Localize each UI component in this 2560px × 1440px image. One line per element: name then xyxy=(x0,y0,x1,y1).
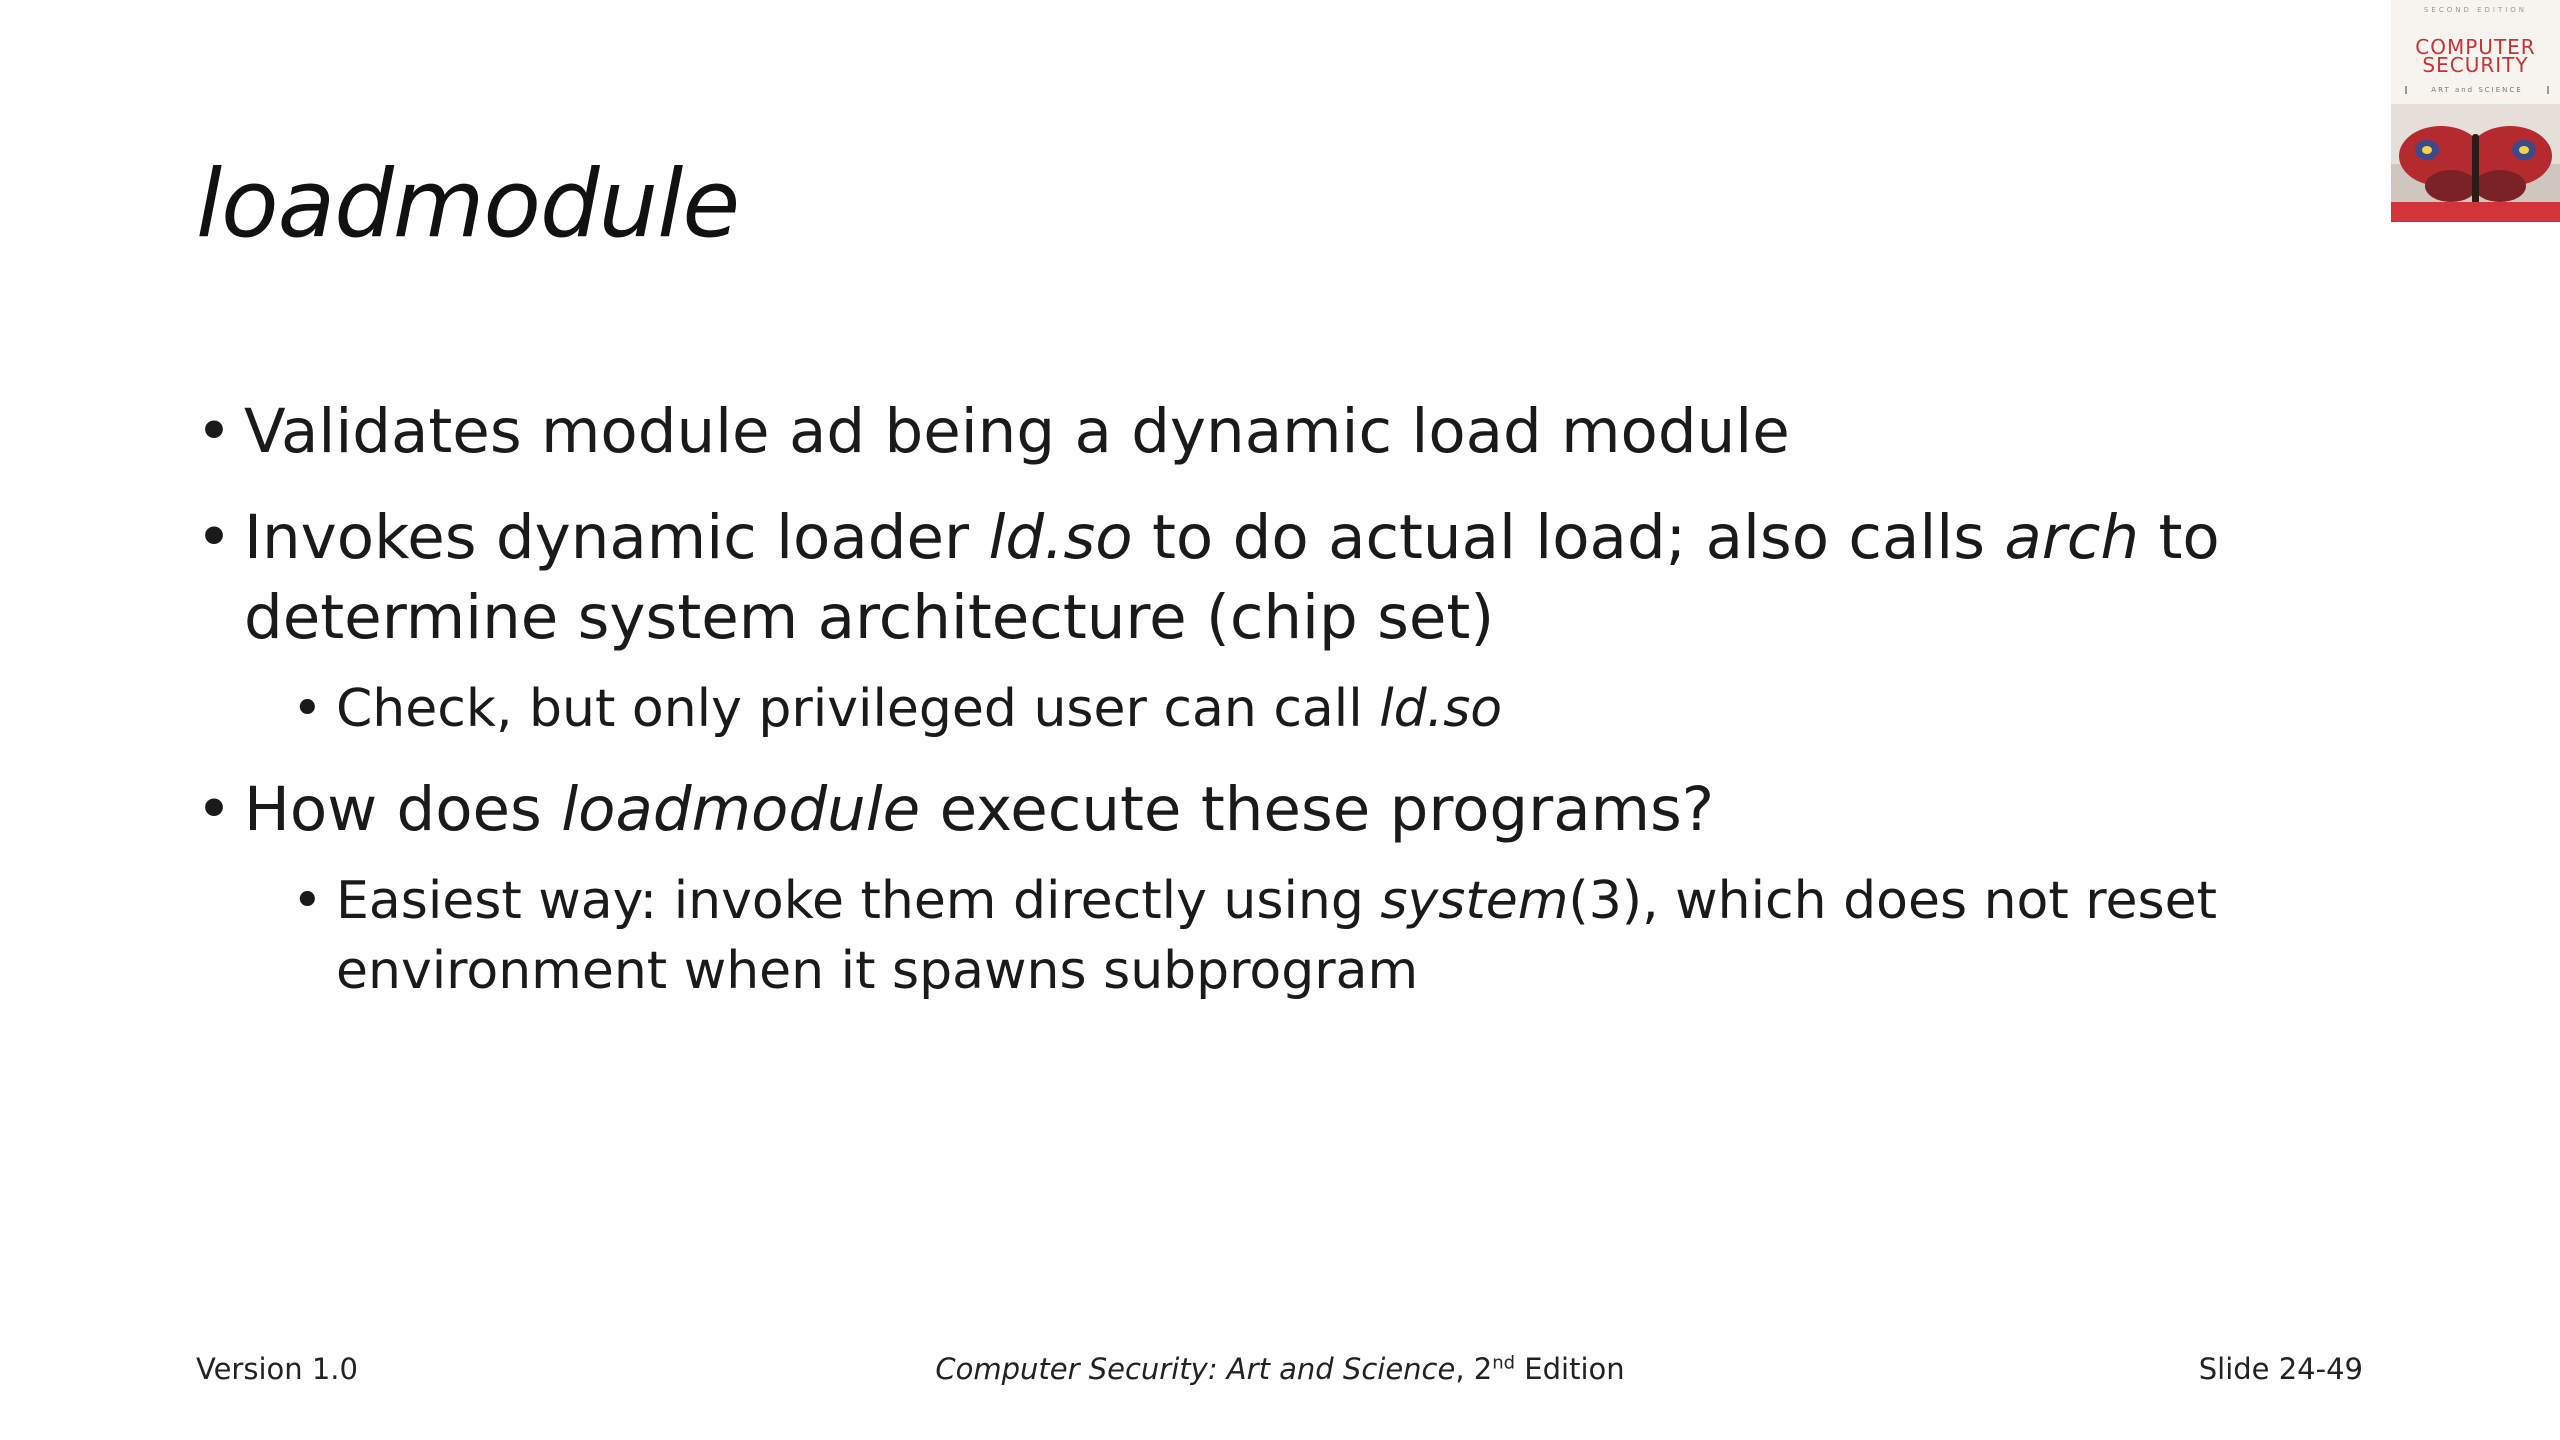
bullet-3-loadmodule: loadmodule xyxy=(561,774,921,845)
bullet-2-ldso: ld.so xyxy=(988,502,1133,573)
slide-body xyxy=(196,392,2246,1032)
footer-version: Version 1.0 xyxy=(196,1352,358,1386)
sub-bullet-2-system: system xyxy=(1380,871,1569,931)
sub-bullet-1-text: Check, but only privileged user can call xyxy=(336,679,1380,739)
bullet-3 xyxy=(196,770,2246,850)
sub-bullet-1 xyxy=(292,674,2246,744)
book-cover-edition: SECOND EDITION xyxy=(2423,6,2528,14)
bullet-2-text-b: to do actual load; also calls xyxy=(1132,502,2005,573)
book-cover-image xyxy=(2391,0,2560,222)
slide-title: loadmodule xyxy=(196,150,740,259)
sub-bullet-2-text-b: (3), which does not reset environment when it spawns subprogram xyxy=(336,871,2217,1001)
book-cover-title xyxy=(2391,35,2560,77)
book-cover-title-line1: COMPUTER xyxy=(2415,35,2536,59)
bullet-3-text-a: How does xyxy=(244,774,562,845)
bullet-3-text-b: execute these programs? xyxy=(920,774,1715,845)
sub-bullet-2-text-a: Easiest way: invoke them directly using xyxy=(336,871,1381,931)
footer-book-title xyxy=(0,1352,2560,1386)
sub-bullet-1-ldso: ld.so xyxy=(1379,679,1503,739)
bullet-1-text: Validates module ad being a dynamic load module xyxy=(244,396,1790,467)
footer-edition-suffix: nd xyxy=(1492,1352,1516,1374)
footer-title-text: Computer Security: Art and Science xyxy=(935,1352,1456,1386)
book-cover-subtitle: ART and SCIENCE xyxy=(2405,86,2549,94)
footer-slide-number: Slide 24-49 xyxy=(2198,1352,2363,1386)
bullet-1 xyxy=(196,392,2246,472)
footer-edition-number: , 2 xyxy=(1455,1352,1493,1386)
book-cover-title-line2: SECURITY xyxy=(2422,53,2529,77)
sub-bullet-2 xyxy=(292,866,2246,1006)
bullet-2-text-c: to determine system architecture (chip set) xyxy=(244,502,2220,653)
bullet-2 xyxy=(196,498,2246,658)
bullet-2-text-a: Invokes dynamic loader xyxy=(244,502,989,573)
butterfly-illustration xyxy=(2391,104,2560,222)
footer-edition-word: Edition xyxy=(1515,1352,1625,1386)
bullet-2-arch: arch xyxy=(2004,502,2140,573)
